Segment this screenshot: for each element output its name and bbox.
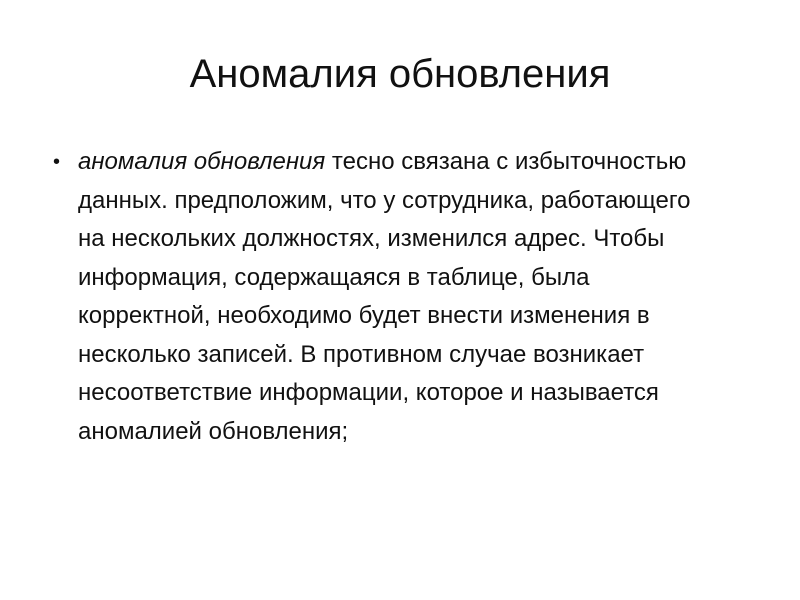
bullet-term: аномалия обновления [78, 148, 326, 175]
bullet-item [40, 143, 760, 451]
bullet-dot-icon: • [53, 151, 61, 173]
bullet-body: тесно связана с избыточностью данных. предположим, что у сотрудника, работающего на нескольких должностях, изменился адрес. Чтобы информация, содержащаяся в таблице, была корректной, необходимо будет внести изменения в несколько записей. В противном случае возникает несоответствие информации, которое и называется аномалией обновления; [78, 148, 691, 445]
bullet-text [78, 143, 718, 451]
bullet-list [40, 143, 760, 451]
slide-title: Аномалия обновления [189, 52, 611, 96]
